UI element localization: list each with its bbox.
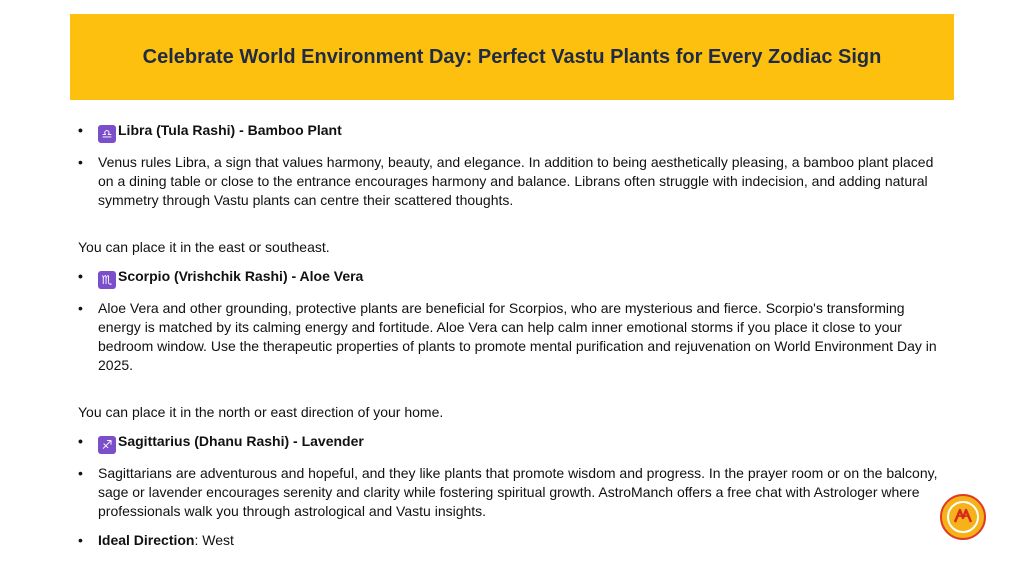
sagittarius-heading-text: Sagittarius (Dhanu Rashi) - Lavender [118, 433, 364, 449]
ideal-direction [78, 531, 948, 550]
libra-placement: You can place it in the east or southeast. [78, 239, 330, 255]
ideal-direction-value: : West [194, 532, 234, 548]
content-body [78, 121, 948, 550]
page-title: Celebrate World Environment Day: Perfect Vastu Plants for Every Zodiac Sign [142, 45, 882, 68]
libra-icon: ♎ [98, 125, 116, 143]
scorpio-heading-text: Scorpio (Vrishchik Rashi) - Aloe Vera [118, 268, 364, 284]
sagittarius-description: • Sagittarians are adventurous and hopeful, and they like plants that promote wisdom and progress. In the prayer room or on the balcony, sage or lavender encourages serenity and clarity while fostering spiritual growth. AstroManch offers a free chat with Astrologer where professionals walk you through astrological and Vastu insights. [78, 464, 948, 521]
title-banner [70, 14, 954, 100]
scorpio-heading [78, 267, 948, 289]
libra-heading-text: Libra (Tula Rashi) - Bamboo Plant [118, 122, 342, 138]
scorpio-placement: You can place it in the north or east direction of your home. [78, 404, 444, 420]
ideal-direction-label: Ideal Direction [98, 532, 195, 548]
libra-heading [78, 121, 948, 143]
libra-description: • Venus rules Libra, a sign that values harmony, beauty, and elegance. In addition to being aesthetically pleasing, a bamboo plant placed on a dining table or close to the entrance encourages harmony and balance. Librans often struggle with indecision, and adding natural symmetry through Vastu plants can centre their scattered thoughts. [78, 153, 948, 210]
scorpio-description: • Aloe Vera and other grounding, protective plants are beneficial for Scorpios, who are mysterious and fierce. Scorpio's transforming energy is matched by its calming energy and fortitude. Aloe Vera can help calm inner emotional storms if you place it close to your bedroom window. Use the therapeutic properties of plants to promote mental purification and rejuvenation on World Environment Day in 2025. [78, 299, 948, 375]
sagittarius-heading [78, 432, 948, 454]
astromanch-logo-icon [940, 494, 986, 540]
sagittarius-icon: ♐ [98, 436, 116, 454]
logo-mark-icon [942, 496, 984, 538]
scorpio-icon: ♏ [98, 271, 116, 289]
